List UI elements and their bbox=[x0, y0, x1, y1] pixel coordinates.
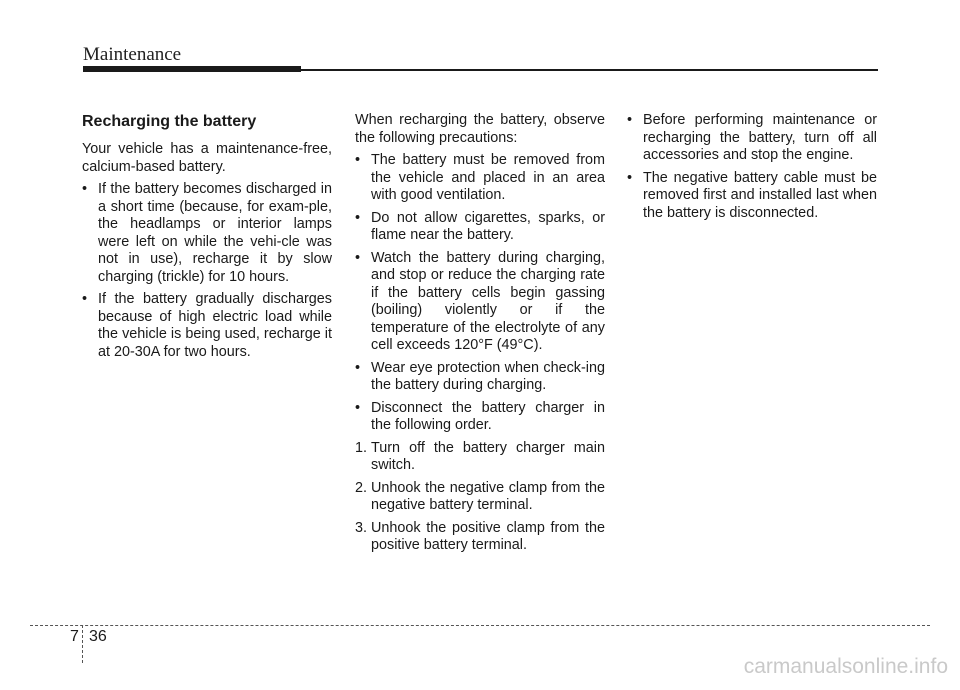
bullet-icon: • bbox=[82, 181, 88, 197]
list-item: • If the battery gradually discharges because of high electric load while the vehicle is being used, recharge it at 20-30A for two hours. bbox=[82, 291, 332, 360]
watermark: carmanualsonline.info bbox=[743, 655, 948, 678]
list-item: • Before performing maintenance or recharging the battery, turn off all accessories and stop the engine. bbox=[627, 112, 877, 163]
page-number: 36 bbox=[89, 628, 107, 645]
column-2 bbox=[355, 112, 605, 560]
bullet-icon: • bbox=[82, 291, 88, 307]
intro-paragraph: When recharging the battery, observe the following precautions: bbox=[355, 112, 605, 146]
column-1 bbox=[82, 112, 332, 366]
header-rule-thick bbox=[83, 66, 301, 72]
bullet-icon: • bbox=[627, 169, 633, 186]
step-item: 2. Unhook the negative clamp from the negative battery terminal. bbox=[355, 479, 605, 513]
header-rule-thin bbox=[301, 69, 878, 71]
chapter-number: 7 bbox=[70, 628, 79, 645]
list-item: • The battery must be removed from the vehicle and placed in an area with good ventilation. bbox=[355, 152, 605, 203]
column-3 bbox=[627, 112, 877, 227]
bullet-icon: • bbox=[355, 152, 361, 168]
list-item: • The negative battery cable must be removed first and installed last when the battery is disconnected. bbox=[627, 169, 877, 221]
intro-paragraph: Your vehicle has a maintenance-free, calcium-based battery. bbox=[82, 141, 332, 175]
list-item: • If the battery becomes discharged in a short time (because, for exam-ple, the headlamps or interior lamps were left on while the vehi-cle was not in use), recharge it by slow charging (trickle) for 10 hours. bbox=[82, 181, 332, 285]
bullet-icon: • bbox=[627, 112, 633, 128]
section-title: Recharging the battery bbox=[82, 113, 257, 130]
list-item: • Do not allow cigarettes, sparks, or flame near the battery. bbox=[355, 209, 605, 243]
step-item: 1. Turn off the battery charger main switch. bbox=[355, 439, 605, 473]
list-item: • Disconnect the battery charger in the following order. bbox=[355, 399, 605, 433]
step-number: 1. bbox=[355, 439, 368, 456]
header-title: Maintenance bbox=[83, 44, 182, 65]
footer-rule bbox=[30, 625, 930, 626]
list-item: • Watch the battery during charging, and stop or reduce the charging rate if the battery cells begin gassing (boiling) violently or if the temperature of the electrolyte of any cell exceeds 120°F (49°C). bbox=[355, 249, 605, 353]
footer-divider bbox=[82, 625, 83, 663]
step-number: 2. bbox=[355, 479, 368, 496]
bullet-icon: • bbox=[355, 249, 361, 266]
step-number: 3. bbox=[355, 519, 368, 536]
list-item: • Wear eye protection when check-ing the battery during charging. bbox=[355, 359, 605, 393]
bullet-icon: • bbox=[355, 359, 361, 376]
bullet-icon: • bbox=[355, 209, 361, 226]
bullet-icon: • bbox=[355, 399, 361, 416]
step-item: 3. Unhook the positive clamp from the positive battery terminal. bbox=[355, 519, 605, 553]
